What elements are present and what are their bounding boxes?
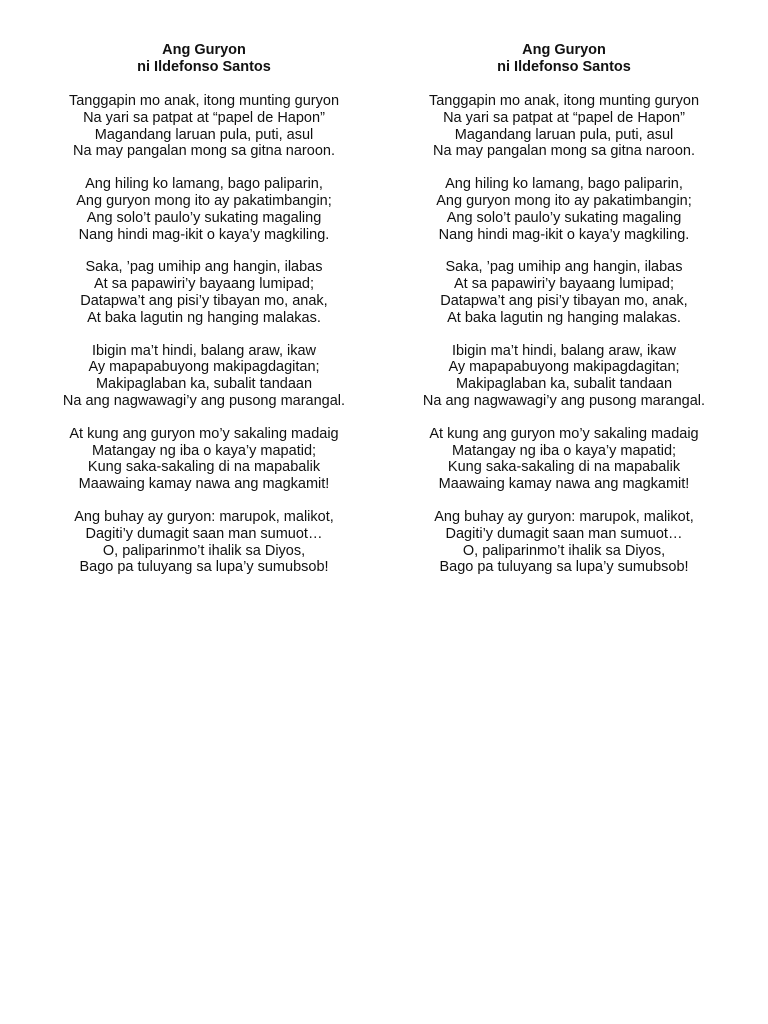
poem-title: Ang Guryon (522, 42, 606, 58)
poem-line: Bago pa tuluyang sa lupa’y sumubsob! (79, 559, 329, 576)
poem-line: Ay mapapabuyong makipagdagitan; (448, 359, 680, 376)
stanza-6 (394, 509, 734, 576)
poem-line: Magandang laruan pula, puti, asul (94, 126, 314, 143)
poem-line: Nang hindi mag-ikit o kaya’y magkiling. (438, 226, 690, 243)
poem-line: Maawaing kamay nawa ang magkamit! (438, 476, 690, 493)
stanza-1 (34, 93, 374, 160)
stanza-5 (34, 426, 374, 493)
poem-line: Na ang nagwawagi’y ang pusong marangal. (62, 392, 346, 409)
poem-line: Nang hindi mag-ikit o kaya’y magkiling. (78, 226, 330, 243)
poem-line: At baka lagutin ng hanging malakas. (87, 309, 321, 326)
poem-line: Na yari sa patpat at “papel de Hapon” (83, 109, 325, 126)
poem-line: Ang hiling ko lamang, bago paliparin, (445, 176, 683, 193)
poem-line: Ang solo’t paulo’y sukating magaling (446, 209, 682, 226)
poem-line: Kung saka-sakaling di na mapabalik (447, 459, 681, 476)
poem-line: Na may pangalan mong sa gitna naroon. (73, 143, 335, 160)
poem-line: Magandang laruan pula, puti, asul (454, 126, 674, 143)
poem-line: Tanggapin mo anak, itong munting guryon (68, 93, 340, 109)
poem-author: ni Ildefonso Santos (497, 59, 631, 75)
poem-line: Ang buhay ay guryon: marupok, malikot, (74, 508, 334, 525)
poem-line: Ay mapapabuyong makipagdagitan; (88, 359, 320, 376)
stanza-2 (394, 176, 734, 243)
stanza-4 (394, 343, 734, 410)
poem-line: Tanggapin mo anak, itong munting guryon (428, 93, 700, 109)
poem-line: At baka lagutin ng hanging malakas. (447, 309, 681, 326)
stanza-4 (34, 343, 374, 410)
stanza-5 (394, 426, 734, 493)
poem-line: Na may pangalan mong sa gitna naroon. (433, 143, 695, 160)
poem-line: At kung ang guryon mo’y sakaling madaig (429, 425, 699, 442)
poem-line: At kung ang guryon mo’y sakaling madaig (69, 425, 339, 442)
poem-line: Makipaglaban ka, subalit tandaan (455, 376, 673, 393)
poem-line: Dagiti’y dumagit saan man sumuot… (445, 525, 683, 542)
poem-title: Ang Guryon (162, 42, 246, 58)
poem-column-left (34, 42, 374, 576)
poem-author: ni Ildefonso Santos (137, 59, 271, 75)
poem-line: Maawaing kamay nawa ang magkamit! (78, 476, 330, 493)
poem-line: Na yari sa patpat at “papel de Hapon” (443, 109, 685, 126)
poem-line: Saka, ’pag umihip ang hangin, ilabas (445, 259, 683, 276)
poem-line: O, paliparinmo’t ihalik sa Diyos, (102, 542, 306, 559)
poem-line: Ibigin ma’t hindi, balang araw, ikaw (451, 342, 677, 359)
poem-line: Matangay ng iba o kaya’y mapatid; (91, 442, 317, 459)
poem-line: Dagiti’y dumagit saan man sumuot… (85, 525, 323, 542)
poem-line: Na ang nagwawagi’y ang pusong marangal. (422, 392, 706, 409)
poem-line: Makipaglaban ka, subalit tandaan (95, 376, 313, 393)
poem-line: Ang guryon mong ito ay pakatimbangin; (76, 192, 332, 209)
poem-line: At sa papawiri’y bayaang lumipad; (93, 276, 315, 293)
poem-line: Kung saka-sakaling di na mapabalik (87, 459, 321, 476)
stanza-6 (34, 509, 374, 576)
poem-line: Ang buhay ay guryon: marupok, malikot, (434, 508, 694, 525)
poem-line: Matangay ng iba o kaya’y mapatid; (451, 442, 677, 459)
poem-line: Datapwa’t ang pisi’y tibayan mo, anak, (80, 292, 328, 309)
poem-line: Ibigin ma’t hindi, balang araw, ikaw (91, 342, 317, 359)
poem-line: Bago pa tuluyang sa lupa’y sumubsob! (439, 559, 689, 576)
stanza-2 (34, 176, 374, 243)
stanza-1 (394, 93, 734, 160)
poem-line: O, paliparinmo’t ihalik sa Diyos, (462, 542, 666, 559)
poem-line: At sa papawiri’y bayaang lumipad; (453, 276, 675, 293)
stanza-3 (34, 259, 374, 326)
poem-line: Ang hiling ko lamang, bago paliparin, (85, 176, 323, 193)
stanza-3 (394, 259, 734, 326)
poem-line: Ang guryon mong ito ay pakatimbangin; (436, 192, 692, 209)
poem-line: Saka, ’pag umihip ang hangin, ilabas (85, 259, 323, 276)
poem-column-right (394, 42, 734, 576)
poem-line: Datapwa’t ang pisi’y tibayan mo, anak, (440, 292, 688, 309)
poem-line: Ang solo’t paulo’y sukating magaling (86, 209, 322, 226)
